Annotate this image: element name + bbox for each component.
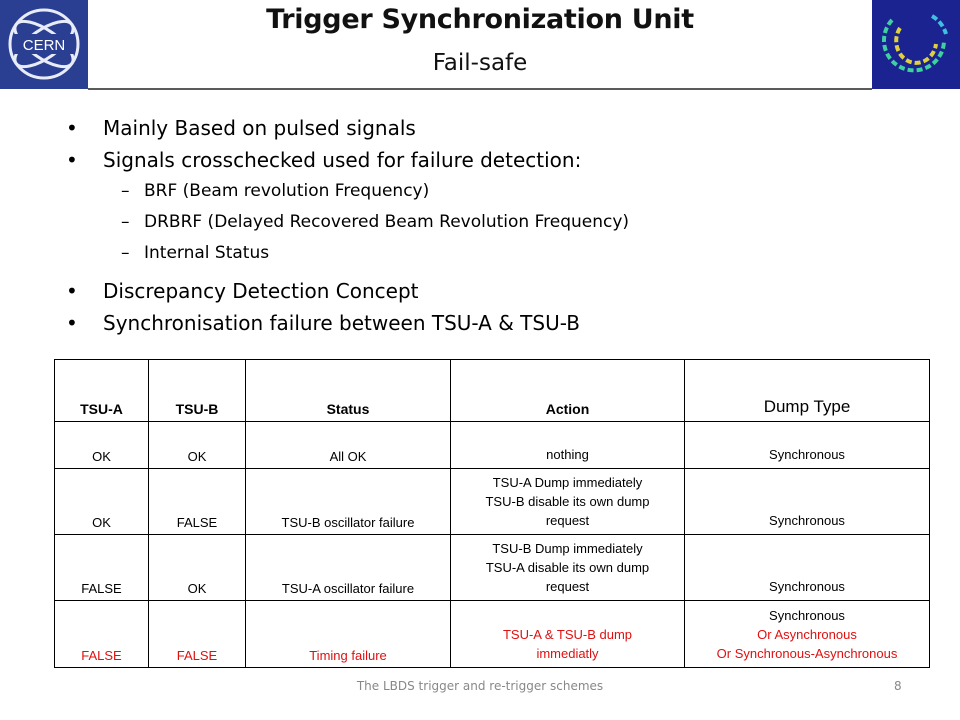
cell-tsu-b: OK	[149, 535, 246, 601]
cell-action: TSU-A & TSU-B dump immediatly	[451, 601, 685, 668]
cell-dump-type: Synchronous	[685, 535, 930, 601]
cern-logo	[0, 0, 88, 89]
failure-table	[54, 359, 930, 668]
header-action: Action	[451, 360, 685, 422]
cell-tsu-a: FALSE	[55, 601, 149, 668]
sub-bullet-item: – BRF (Beam revolution Frequency)	[66, 176, 926, 207]
cell-tsu-b: FALSE	[149, 601, 246, 668]
table-row	[55, 422, 930, 469]
bullet-item: • Synchronisation failure between TSU-A & TSU-B	[66, 307, 926, 339]
cell-status: TSU-A oscillator failure	[246, 535, 451, 601]
detector-logo	[872, 0, 960, 89]
page-subtitle: Fail-safe	[432, 50, 528, 76]
cell-tsu-a: OK	[55, 422, 149, 469]
table-row	[55, 535, 930, 601]
cell-status: TSU-B oscillator failure	[246, 469, 451, 535]
cell-tsu-b: OK	[149, 422, 246, 469]
cern-logo-graphic	[0, 0, 88, 89]
cell-status: Timing failure	[246, 601, 451, 668]
bullet-list	[66, 112, 926, 339]
page-number: 8	[894, 679, 902, 693]
header-tsu-a: TSU-A	[55, 360, 149, 422]
sub-bullet-item: – DRBRF (Delayed Recovered Beam Revolution Frequency)	[66, 207, 926, 238]
cell-action: nothing	[451, 422, 685, 469]
header-divider	[88, 88, 872, 90]
bullet-item: • Signals crosschecked used for failure detection:	[66, 144, 926, 176]
bullet-item: • Discrepancy Detection Concept	[66, 275, 926, 307]
bullet-item: • Mainly Based on pulsed signals	[66, 112, 926, 144]
cell-status: All OK	[246, 422, 451, 469]
detector-event-icon	[872, 0, 960, 89]
sub-bullet-item: – Internal Status	[66, 238, 926, 269]
cell-tsu-a: OK	[55, 469, 149, 535]
table-header-row	[55, 360, 930, 422]
cell-dump-type: Synchronous Or Asynchronous Or Synchronous-Asynchronous	[685, 601, 930, 668]
table-row	[55, 469, 930, 535]
page-title: Trigger Synchronization Unit	[266, 4, 694, 35]
cell-action: TSU-A Dump immediately TSU-B disable its own dump request	[451, 469, 685, 535]
cern-logo-text: CERN	[22, 37, 66, 54]
header-tsu-b: TSU-B	[149, 360, 246, 422]
slide-footer: The LBDS trigger and re-trigger schemes	[356, 679, 604, 693]
cell-tsu-a: FALSE	[55, 535, 149, 601]
cell-dump-type: Synchronous	[685, 469, 930, 535]
header-status: Status	[246, 360, 451, 422]
cell-tsu-b: FALSE	[149, 469, 246, 535]
table-row-highlighted	[55, 601, 930, 668]
cell-dump-type: Synchronous	[685, 422, 930, 469]
header-dump-type: Dump Type	[685, 360, 930, 422]
cell-action: TSU-B Dump immediately TSU-A disable its own dump request	[451, 535, 685, 601]
